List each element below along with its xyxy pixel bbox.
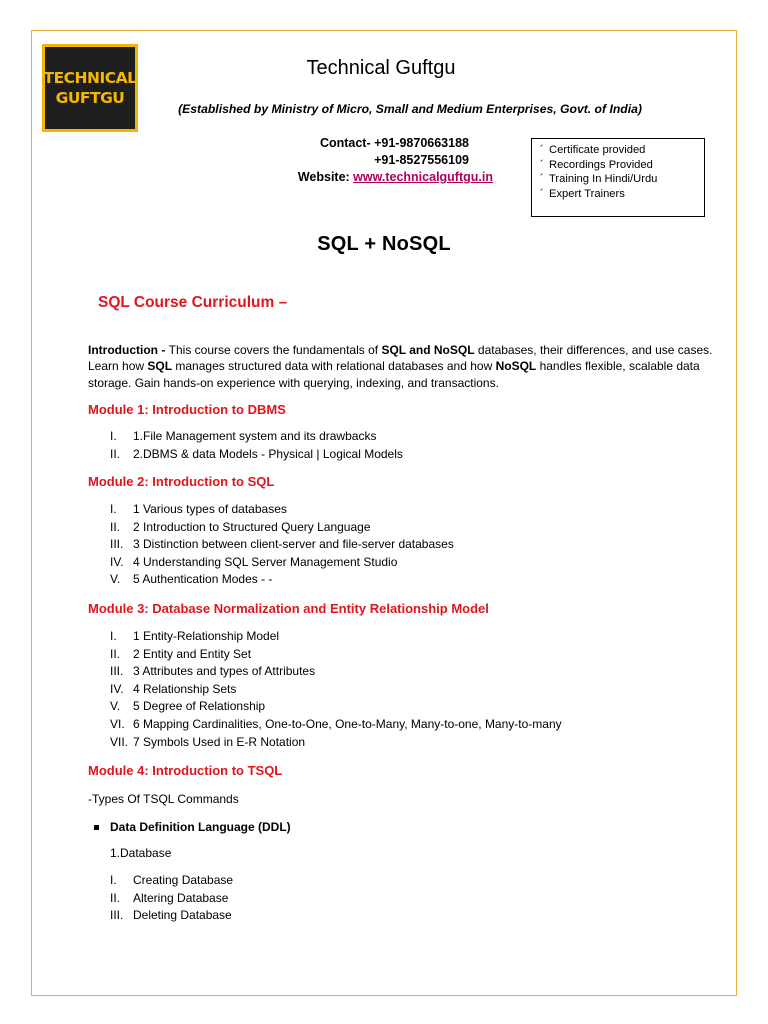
logo-line-2: GUFTGU <box>55 89 125 107</box>
tsql-commands-intro: -Types Of TSQL Commands <box>88 792 239 806</box>
list-item: III. 3 Attributes and types of Attributes <box>110 664 316 679</box>
feature-item: ´ Recordings Provided <box>540 158 653 171</box>
list-item: IV. 4 Relationship Sets <box>110 681 237 696</box>
logo-line-1: TECHNICAL <box>43 69 137 87</box>
list-item: VII. 7 Symbols Used in E-R Notation <box>110 734 306 749</box>
list-item: II. 2 Introduction to Structured Query Language <box>110 519 371 534</box>
list-item: II. Altering Database <box>110 890 229 905</box>
org-title: Technical Guftgu <box>306 57 456 79</box>
module-3-title: Module 3: Database Normalization and Entity Relationship Model <box>88 601 489 616</box>
website-line <box>298 170 493 184</box>
tick-icon: ´ <box>540 173 544 185</box>
module-4-title: Module 4: Introduction to TSQL <box>88 763 283 778</box>
square-bullet-icon <box>94 825 99 830</box>
contact-phone-1: Contact- +91-9870663188 <box>319 136 469 150</box>
technical-guftgu-logo <box>42 44 138 132</box>
feature-item: ´ Expert Trainers <box>540 187 625 200</box>
feature-item: ´ Certificate provided <box>540 144 646 156</box>
list-item: III. Deleting Database <box>110 908 232 923</box>
contact-phone-2: +91-8527556109 <box>374 153 469 167</box>
list-item: I. 1 Various types of databases <box>110 502 287 516</box>
module-3-list <box>88 628 562 751</box>
list-item: I. 1.File Management system and its drawbacks <box>110 429 377 443</box>
curriculum-title: SQL Course Curriculum – <box>98 294 288 311</box>
list-item: II. 2 Entity and Entity Set <box>110 646 252 661</box>
database-subheading: 1.Database <box>110 846 172 860</box>
feature-item: ´ Training In Hindi/Urdu <box>540 173 658 185</box>
module-2-title: Module 2: Introduction to SQL <box>88 474 275 489</box>
website-link[interactable]: www.technicalguftgu.in <box>353 170 493 184</box>
module-4-list <box>88 872 233 925</box>
org-subtitle: (Established by Ministry of Micro, Small and Medium Enterprises, Govt. of India) <box>178 102 642 116</box>
tick-icon: ´ <box>540 158 544 171</box>
website-label: Website: <box>297 170 354 184</box>
tick-icon: ´ <box>540 144 544 156</box>
tick-icon: ´ <box>540 187 544 200</box>
module-2-list <box>88 501 454 589</box>
features-box <box>531 138 705 217</box>
list-item: I. 1 Entity-Relationship Model <box>110 629 280 643</box>
list-item: IV. 4 Understanding SQL Server Management Studio <box>110 554 398 569</box>
course-title: SQL + NoSQL <box>317 233 451 255</box>
list-item: I. Creating Database <box>110 873 234 887</box>
list-item: VI. 6 Mapping Cardinalities, One-to-One, One-to-Many, Many-to-one, Many-to-many <box>110 716 562 731</box>
list-item: V. 5 Authentication Modes - - <box>110 572 273 587</box>
list-item: II. 2.DBMS & data Models - Physical | Logical Models <box>110 446 403 461</box>
ddl-bullet: Data Definition Language (DDL) <box>94 820 291 834</box>
module-1-title: Module 1: Introduction to DBMS <box>88 402 286 417</box>
course-introduction: Introduction - This course covers the fundamentals of SQL and NoSQL databases, their differences, and use cases. Learn how SQL manages structured data with relational databases and how NoSQL handles flexible, scalable data storage. Gain hands-on experience with querying, indexing, and transactions. <box>88 343 713 390</box>
module-1-list <box>88 428 403 463</box>
list-item: III. 3 Distinction between client-server and file-server databases <box>110 537 454 552</box>
list-item: V. 5 Degree of Relationship <box>110 699 266 714</box>
